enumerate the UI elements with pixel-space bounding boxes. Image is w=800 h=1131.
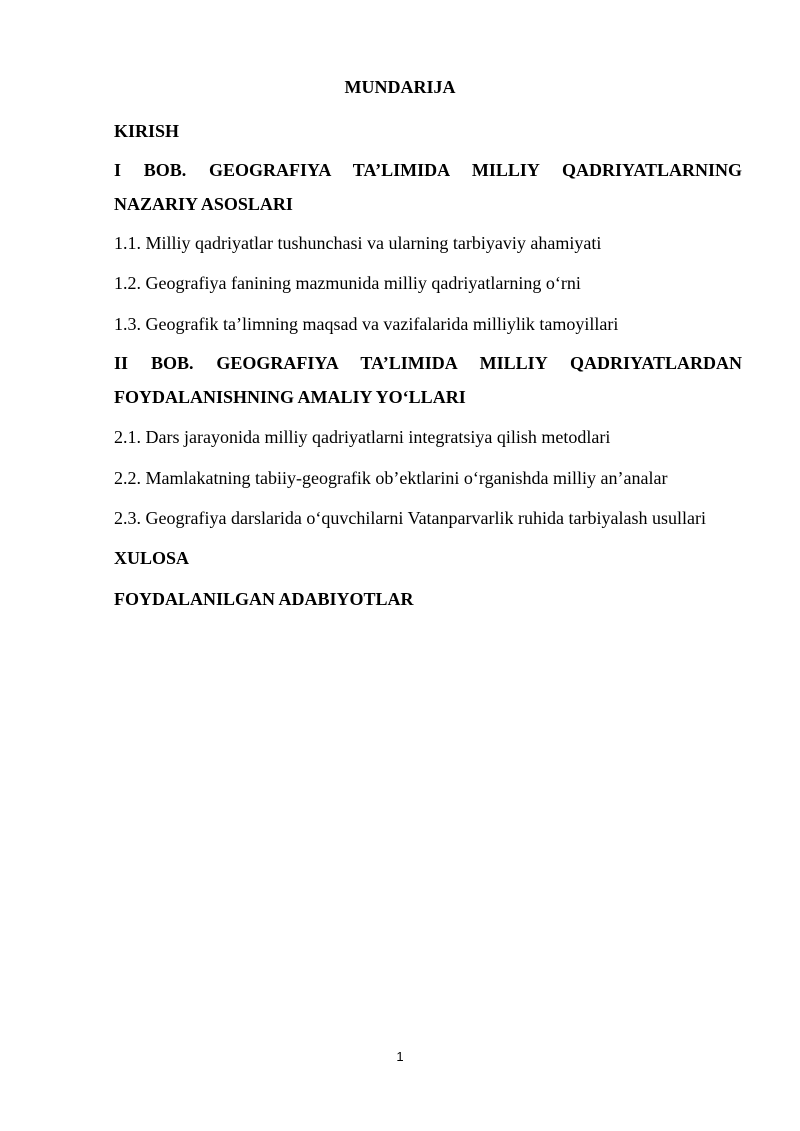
toc-chapter-1-title-line-2: NAZARIY ASOSLARI: [114, 194, 293, 214]
toc-section-1-1: 1.1. Milliy qadriyatlar tushunchasi va ularning tarbiyaviy ahamiyati: [114, 233, 602, 253]
toc-conclusion: XULOSA: [114, 548, 190, 568]
toc-section-2-2: 2.2. Mamlakatning tabiiy-geografik ob’ektlarini o‘rganishda milliy an’analar: [114, 468, 668, 488]
toc-section-2-1: 2.1. Dars jarayonida milliy qadriyatlarni integratsiya qilish metodlari: [114, 427, 611, 447]
toc-section-1-2: 1.2. Geografiya fanining mazmunida milliy qadriyatlarning o‘rni: [114, 273, 581, 293]
toc-chapter-2-title-line-1: II BOB. GEOGRAFIYA TA’LIMIDA MILLIY QADRIYATLARDAN: [114, 353, 742, 373]
page-title: MUNDARIJA: [344, 77, 456, 97]
toc-references: FOYDALANILGAN ADABIYOTLAR: [114, 589, 414, 609]
toc-chapter-2-heading: [114, 346, 742, 414]
toc-chapter-2-title-line-2: FOYDALANISHNING AMALIY YO‘LLARI: [114, 387, 466, 407]
toc-section-2-3: 2.3. Geografiya darslarida o‘quvchilarni Vatanparvarlik ruhida tarbiyalash usullari: [114, 508, 706, 528]
toc-section-1-3: 1.3. Geografik ta’limning maqsad va vazifalarida milliylik tamoyillari: [114, 314, 619, 334]
toc-chapter-1-heading: [114, 153, 742, 221]
toc-chapter-1-title-line-1: I BOB. GEOGRAFIYA TA’LIMIDA MILLIY QADRIYATLARNING: [114, 160, 742, 180]
toc-introduction: KIRISH: [114, 121, 180, 141]
page-number: 1: [396, 1049, 404, 1064]
